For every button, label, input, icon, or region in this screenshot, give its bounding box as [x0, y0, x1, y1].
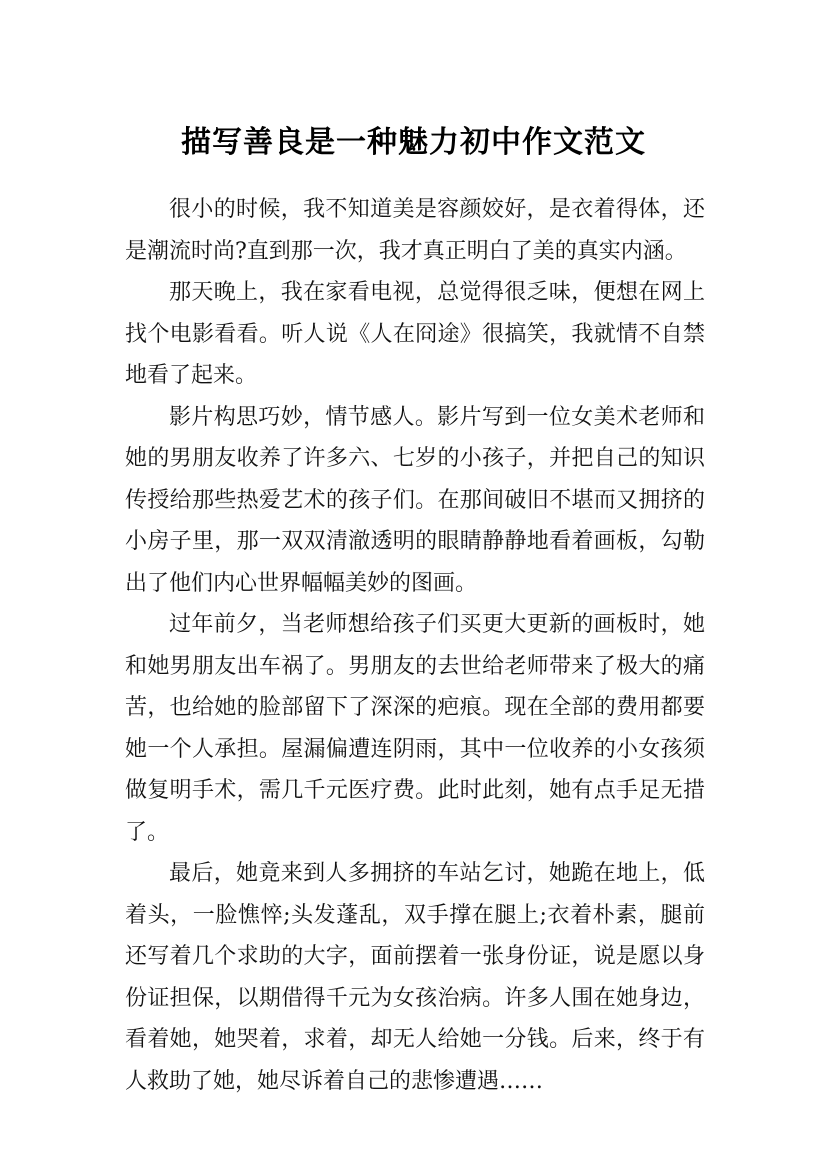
paragraph-2: 那天晚上，我在家看电视，总觉得很乏味，便想在网上找个电影看看。听人说《人在冏途》很搞笑，我就情不自禁地看了起来。 — [125, 280, 705, 388]
document-title: 描写善良是一种魅力初中作文范文 — [181, 125, 646, 161]
document-body — [125, 189, 705, 1102]
paragraph-1: 很小的时候，我不知道美是容颜姣好，是衣着得体，还是潮流时尚?直到那一次，我才真正明白了美的真实内涵。 — [125, 197, 705, 264]
paragraph-5: 最后，她竟来到人多拥挤的车站乞讨，她跪在地上，低着头，一脸憔悴;头发蓬乱，双手撑在腿上;衣着朴素，腿前还写着几个求助的大字，面前摆着一张身份证，说是愿以身份证担保，以期借得千元为女孩治病。许多人围在她身边，看着她，她哭着，求着，却无人给她一分钱。后来，终于有人救助了她，她尽诉着自己的悲惨遭遇…… — [125, 861, 705, 1094]
paragraph-3: 影片构思巧妙，情节感人。影片写到一位女美术老师和她的男朋友收养了许多六、七岁的小孩子，并把自己的知识传授给那些热爱艺术的孩子们。在那间破旧不堪而又拥挤的小房子里，那一双双清澈透明的眼睛静静地看着画板，勾勒出了他们内心世界幅幅美妙的图画。 — [125, 404, 705, 596]
paragraph-4: 过年前夕，当老师想给孩子们买更大更新的画板时，她和她男朋友出车祸了。男朋友的去世给老师带来了极大的痛苦，也给她的脸部留下了深深的疤痕。现在全部的费用都要她一个人承担。屋漏偏遭连阴雨，其中一位收养的小女孩须做复明手术，需几千元医疗费。此时此刻，她有点手足无措了。 — [125, 612, 705, 845]
